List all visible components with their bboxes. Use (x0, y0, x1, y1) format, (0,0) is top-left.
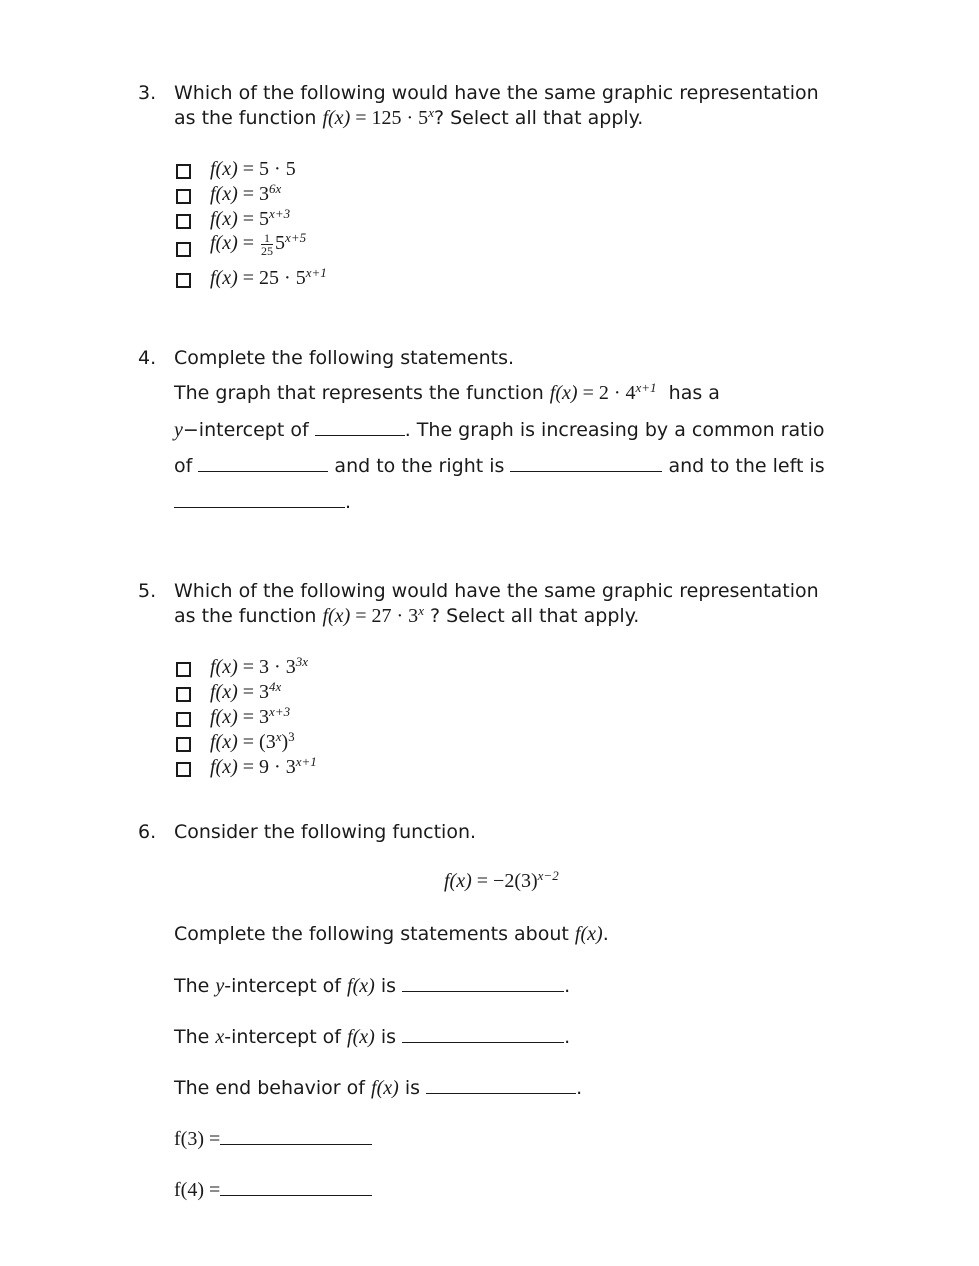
question-3-text-line2: as the function $f(x) = 125 \cdot 5^x$? Select all that apply. (174, 105, 644, 129)
y-intercept-statement: The y-intercept of f(x) is . (174, 975, 571, 997)
question-6-title: Consider the following function. (174, 821, 477, 843)
checkbox[interactable] (176, 762, 191, 777)
question-3-text-line1: Which of the following would have the same graphic representation (174, 82, 819, 104)
question-6-intro: Complete the following statements about f(x). (174, 923, 609, 945)
fraction: $\frac{1}{25}$ (261, 231, 274, 258)
question-3-number: 3. (138, 82, 157, 104)
question-4-title: Complete the following statements. (174, 347, 515, 369)
checkbox[interactable] (176, 214, 191, 229)
f4-statement: f(4) = (174, 1178, 372, 1202)
q6-end-behavior-blank[interactable] (426, 1076, 576, 1094)
f3-statement: f(3) = (174, 1127, 372, 1151)
x-intercept-statement: The x-intercept of f(x) is . (174, 1026, 571, 1048)
checkbox[interactable] (176, 273, 191, 288)
checkbox[interactable] (176, 737, 191, 752)
question-5-number: 5. (138, 580, 157, 602)
question-6-function: $f(x) = -2(3)^{x-2}$ (444, 868, 559, 892)
checkbox[interactable] (176, 164, 191, 179)
right-behavior-blank[interactable] (510, 454, 662, 472)
question-5-function: $f(x) = 27 \cdot 3^x$ (322, 603, 424, 627)
q6-x-intercept-blank[interactable] (402, 1025, 564, 1043)
f4-blank[interactable] (220, 1178, 372, 1196)
question-5-text-line2: as the function $f(x) = 27 \cdot 3^x$ ? Select all that apply. (174, 603, 640, 627)
end-behavior-statement: The end behavior of f(x) is . (174, 1077, 583, 1099)
question-4-function: $f(x) = 2 \cdot 4^{x+1}$ (549, 380, 657, 404)
question-4-line3: of and to the right is and to the left is (174, 455, 825, 477)
left-behavior-blank[interactable] (174, 490, 345, 508)
checkbox[interactable] (176, 687, 191, 702)
question-4-number: 4. (138, 347, 157, 369)
checkbox[interactable] (176, 662, 191, 677)
question-4-line2: y−intercept of . The graph is increasing by a common ratio (174, 419, 825, 441)
checkbox[interactable] (176, 189, 191, 204)
q6-y-intercept-blank[interactable] (402, 974, 564, 992)
question-4-line4: . (174, 490, 351, 513)
checkbox[interactable] (176, 242, 191, 257)
common-ratio-blank[interactable] (198, 454, 328, 472)
question-4-line1: The graph that represents the function $f(x) = 2 \cdot 4^{x+1}$ has a (174, 380, 720, 404)
y-intercept-blank[interactable] (315, 418, 405, 436)
question-3-function: $f(x) = 125 \cdot 5^x$ (322, 105, 434, 129)
checkbox[interactable] (176, 712, 191, 727)
question-6-number: 6. (138, 821, 157, 843)
f3-blank[interactable] (220, 1127, 372, 1145)
question-5-text-line1: Which of the following would have the same graphic representation (174, 580, 819, 602)
